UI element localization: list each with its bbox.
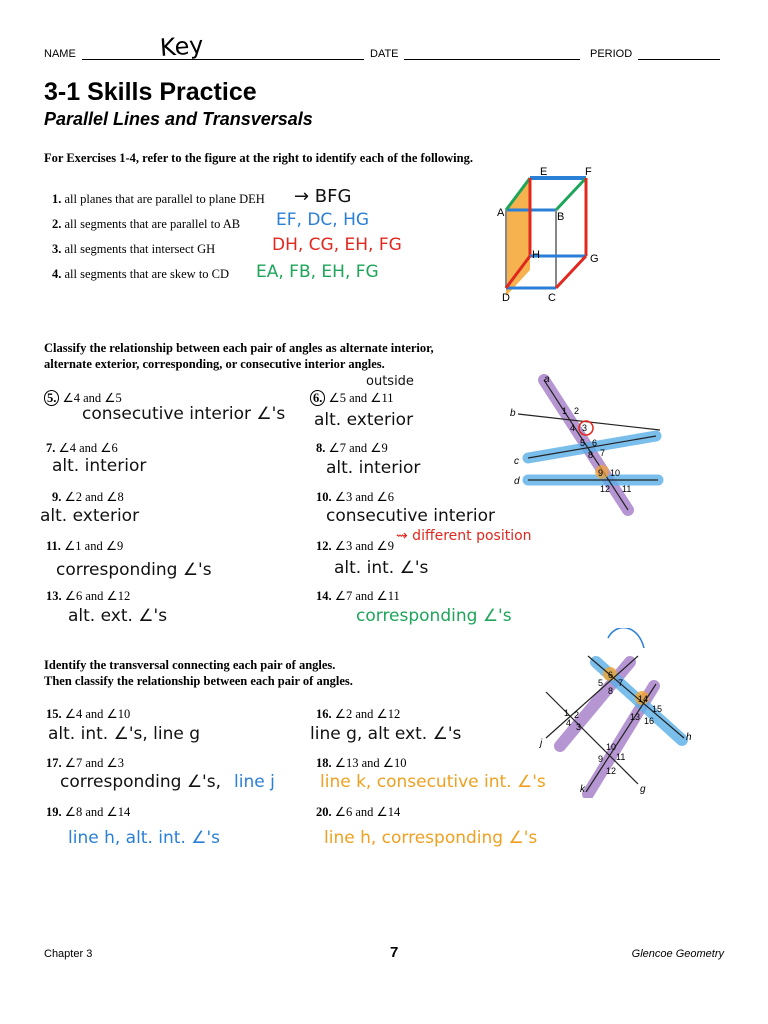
section1-instructions: For Exercises 1-4, refer to the figure at the right to identify each of the following. <box>44 151 473 165</box>
label-f: F <box>585 166 592 178</box>
section3-instructions-line1: Identify the transversal connecting each pair of angles. <box>44 658 336 672</box>
answer-19: line h, alt. int. ∠'s <box>68 828 221 848</box>
exercise-1: 1. all planes that are parallel to plane DEH <box>52 192 265 206</box>
exercise-17: 17. ∠7 and ∠3 <box>46 756 124 770</box>
label-d: D <box>502 292 510 304</box>
answer-11: corresponding ∠'s <box>56 560 212 580</box>
answer-17-line: line j <box>234 772 275 792</box>
exercise-16: 16. ∠2 and ∠12 <box>316 707 401 721</box>
svg-text:5: 5 <box>598 678 604 688</box>
answer-20: line h, corresponding ∠'s <box>324 828 538 848</box>
exercise-11: 11. ∠1 and ∠9 <box>46 539 124 553</box>
answer-7: alt. interior <box>52 456 147 476</box>
svg-text:j: j <box>540 738 543 749</box>
footer-chapter: Chapter 3 <box>44 948 93 960</box>
exercise-5: 5. ∠4 and ∠5 <box>44 390 122 406</box>
label-g: G <box>590 253 599 265</box>
svg-text:14: 14 <box>638 694 649 704</box>
name-value: Key <box>159 30 205 62</box>
parallel-lines-figure-1 <box>508 374 668 520</box>
svg-text:12: 12 <box>606 766 617 776</box>
exercise-9: 9. ∠2 and ∠8 <box>52 490 124 504</box>
exercise-2: 2. all segments that are parallel to AB <box>52 217 241 231</box>
answer-13: alt. ext. ∠'s <box>68 606 168 626</box>
footer-page-number: 7 <box>390 944 399 961</box>
answer-6: alt. exterior <box>314 410 414 430</box>
svg-text:15: 15 <box>652 704 663 714</box>
svg-text:4: 4 <box>566 718 572 728</box>
date-line[interactable] <box>404 59 580 60</box>
svg-text:10: 10 <box>606 742 617 752</box>
svg-text:h: h <box>686 732 692 743</box>
answer-18: line k, consecutive int. ∠'s <box>320 772 546 792</box>
svg-text:7: 7 <box>618 678 624 688</box>
svg-text:2: 2 <box>574 406 580 416</box>
exercise-6: 6. ∠5 and ∠11 <box>310 390 394 406</box>
svg-text:3: 3 <box>582 423 588 433</box>
page-title: 3-1 Skills Practice <box>44 78 257 106</box>
segment-fb <box>556 178 586 210</box>
svg-text:2: 2 <box>574 710 580 720</box>
note-12: ⇝ different position <box>396 528 532 544</box>
answer-2: EF, DC, HG <box>276 210 370 230</box>
svg-text:3: 3 <box>576 722 582 732</box>
section2-instructions-line2: alternate exterior, corresponding, or consecutive interior angles. <box>44 357 385 371</box>
exercise-8: 8. ∠7 and ∠9 <box>316 441 388 455</box>
svg-text:6: 6 <box>592 438 598 448</box>
exercise-19: 19. ∠8 and ∠14 <box>46 805 131 819</box>
label-d: d <box>514 476 520 487</box>
label-c: C <box>548 292 556 304</box>
name-line[interactable] <box>82 59 364 60</box>
label-e: E <box>540 166 548 178</box>
answer-12: alt. int. ∠'s <box>334 558 429 578</box>
svg-text:9: 9 <box>598 468 604 478</box>
svg-text:7: 7 <box>600 448 606 458</box>
period-line[interactable] <box>638 59 720 60</box>
svg-text:16: 16 <box>644 716 655 726</box>
box-figure <box>490 164 620 314</box>
label-b: b <box>510 408 516 419</box>
svg-text:g: g <box>640 784 646 795</box>
exercise-10: 10. ∠3 and ∠6 <box>316 490 394 504</box>
answer-4: EA, FB, EH, FG <box>256 262 379 282</box>
name-label: NAME <box>44 48 76 60</box>
answer-16: line g, alt ext. ∠'s <box>310 724 462 744</box>
exercise-14: 14. ∠7 and ∠11 <box>316 589 400 603</box>
date-label: DATE <box>370 48 399 60</box>
svg-text:9: 9 <box>598 754 604 764</box>
page-subtitle: Parallel Lines and Transversals <box>44 109 313 129</box>
answer-9: alt. exterior <box>40 506 140 526</box>
svg-text:13: 13 <box>630 712 641 722</box>
answer-5: consecutive interior ∠'s <box>82 404 286 424</box>
answer-14: corresponding ∠'s <box>356 606 512 626</box>
label-a: A <box>497 207 505 219</box>
arrow-curve <box>608 628 644 648</box>
exercise-3: 3. all segments that intersect GH <box>52 242 216 256</box>
exercise-12: 12. ∠3 and ∠9 <box>316 539 394 553</box>
answer-8: alt. interior <box>326 458 421 478</box>
label-c: c <box>514 456 519 467</box>
segment-cg <box>556 256 586 288</box>
answer-1: → BFG <box>294 186 352 207</box>
svg-text:8: 8 <box>588 450 594 460</box>
section3-instructions-line2: Then classify the relationship between each pair of angles. <box>44 674 353 688</box>
footer-book-title: Glencoe Geometry <box>631 948 724 960</box>
svg-text:4: 4 <box>570 423 576 433</box>
section2-instructions-line1: Classify the relationship between each pair of angles as alternate interior, <box>44 341 434 355</box>
parallel-lines-figure-2 <box>538 628 698 798</box>
answer-3: DH, CG, EH, FG <box>272 235 402 255</box>
svg-text:10: 10 <box>610 468 621 478</box>
label-b: B <box>557 211 565 223</box>
label-h: H <box>532 249 540 261</box>
period-label: PERIOD <box>590 48 633 60</box>
answer-17: corresponding ∠'s, <box>60 772 221 792</box>
exercise-4: 4. all segments that are skew to CD <box>52 267 230 281</box>
exercise-13: 13. ∠6 and ∠12 <box>46 589 131 603</box>
svg-text:k: k <box>580 784 585 795</box>
svg-text:1: 1 <box>562 406 568 416</box>
svg-text:8: 8 <box>608 686 614 696</box>
exercise-15: 15. ∠4 and ∠10 <box>46 707 131 721</box>
svg-text:1: 1 <box>564 708 570 718</box>
svg-text:6: 6 <box>608 670 614 680</box>
exercise-20: 20. ∠6 and ∠14 <box>316 805 401 819</box>
label-a: a <box>544 374 550 385</box>
svg-text:11: 11 <box>622 484 632 494</box>
svg-text:5: 5 <box>580 438 586 448</box>
exercise-7: 7. ∠4 and ∠6 <box>46 441 118 455</box>
exercise-18: 18. ∠13 and ∠10 <box>316 756 407 770</box>
note-6: outside <box>366 374 414 389</box>
answer-15: alt. int. ∠'s, line g <box>48 724 201 744</box>
svg-text:11: 11 <box>616 752 626 762</box>
answer-10: consecutive interior <box>326 506 495 526</box>
svg-text:12: 12 <box>600 484 611 494</box>
